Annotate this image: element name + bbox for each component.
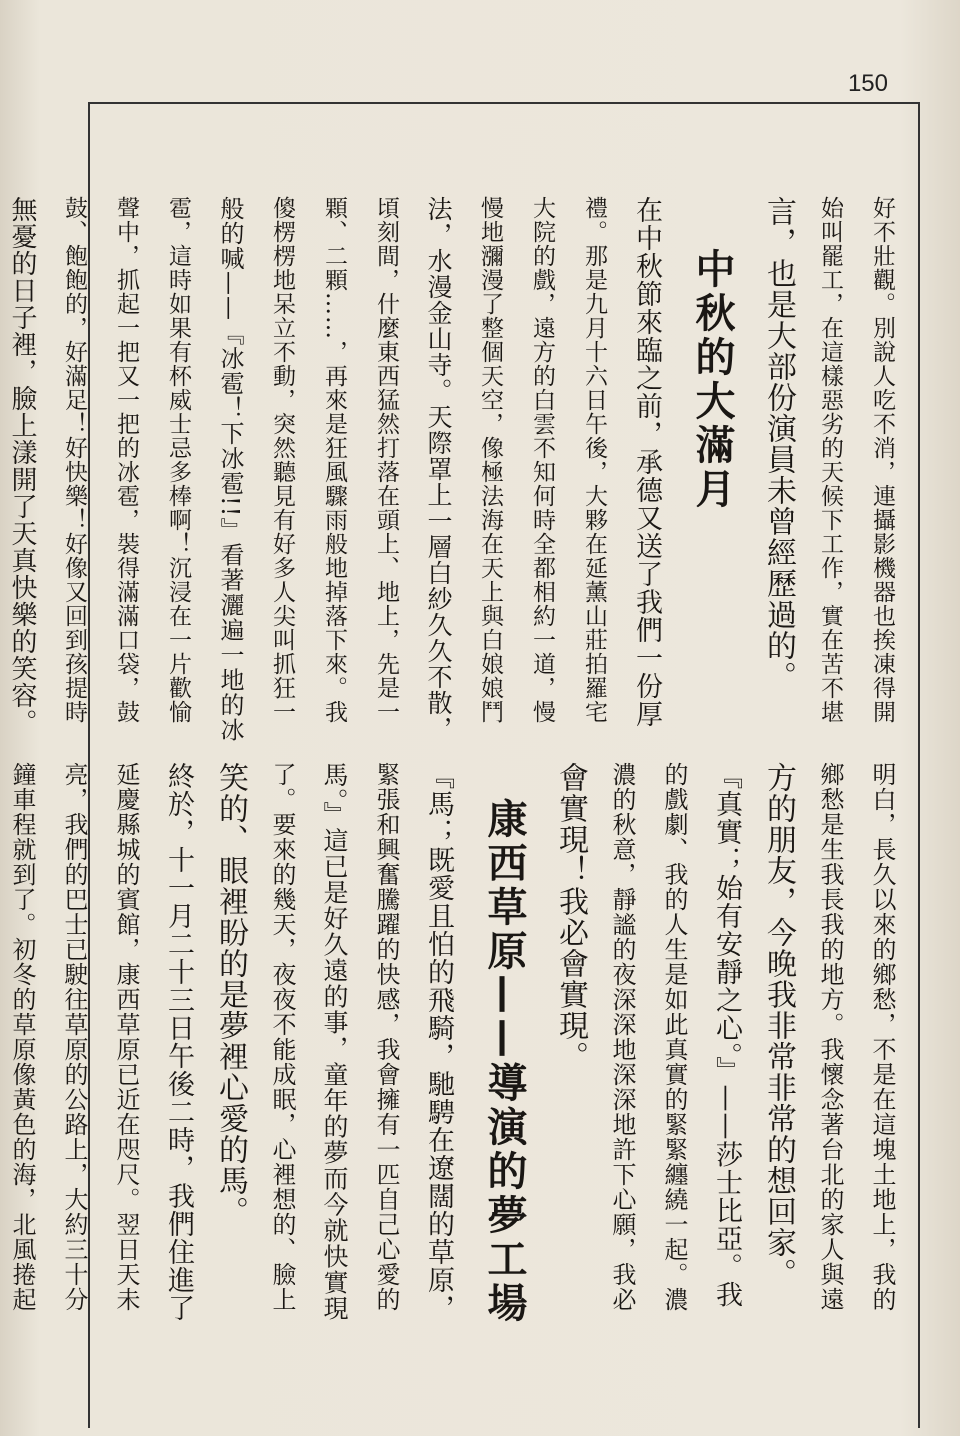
section-heading: 康西草原——導演的夢工場 xyxy=(481,798,527,1326)
text-column: 方的朋友，今晚我非常非常的想回家。 xyxy=(761,762,796,1289)
text-column: 亮，我們的巴士已駛往草原的公路上，大約三十分 xyxy=(60,762,88,1312)
text-column: 慢地瀰漫了整個天空，像極法海在天上與白娘娘鬥 xyxy=(477,196,503,724)
text-column: 言，也是大部份演員未曾經歷過的。 xyxy=(761,196,796,692)
text-column: 了。要來的幾天，夜夜不能成眠，心裡想的、臉上 xyxy=(268,762,296,1312)
text-column: 雹，這時如果有杯威士忌多棒啊！沉浸在一片歡愉 xyxy=(165,196,191,724)
text-column: 笑的、眼裡盼的是夢裡心愛的馬。 xyxy=(213,762,248,1227)
text-column: 馬。』這已是好久遠的事，童年的夢而今就快實現 xyxy=(320,762,349,1322)
text-column: 鄉愁是生我長我的地方。我懷念著台北的家人與遠 xyxy=(816,762,844,1312)
text-column: 傻楞楞地呆立不動，突然聽見有好多人尖叫抓狂一 xyxy=(269,196,295,724)
text-column: 聲中，抓起一把又一把的冰雹，裝得滿滿口袋，鼓 xyxy=(113,196,139,724)
text-column: 法，水漫金山寺。天際罩上一層白紗久久不散， xyxy=(424,196,453,742)
text-column: 的戲劇、我的人生是如此真實的緊緊纏繞一起。濃 xyxy=(660,762,688,1312)
text-column: 好不壯觀。別說人吃不消，連攝影機器也挨凍得開 xyxy=(869,196,895,724)
text-column: 濃的秋意，靜謐的夜深深地深深地許下心願，我必 xyxy=(608,762,636,1312)
bottom-section xyxy=(8,762,908,1326)
text-column: 始叫罷工，在這樣惡劣的天候下工作，實在苦不堪 xyxy=(817,196,843,724)
text-column: 大院的戲，遠方的白雲不知何時全都相約一道，慢 xyxy=(529,196,555,724)
text-column: 般的喊——『冰雹！下冰雹!!』看著灑遍一地的冰 xyxy=(216,196,244,743)
text-column: 緊張和興奮騰躍的快感，我會擁有一匹自己心愛的 xyxy=(372,762,400,1312)
top-section xyxy=(7,196,908,744)
text-column: 禮。那是九月十六日午後，大夥在延薰山莊拍羅宅 xyxy=(581,196,607,724)
text-column: 無憂的日子裡，臉上漾開了天真快樂的笑容。 xyxy=(7,196,37,736)
text-column: 鼓、飽飽的，好滿足！好快樂！好像又回到孩提時 xyxy=(61,196,87,724)
text-column: 終於，十一月二十三日午後二時，我們住進了 xyxy=(163,762,194,1322)
section-heading: 中秋的大滿月 xyxy=(689,248,735,512)
page-number: 150 xyxy=(847,70,888,97)
text-column: 會實現！我必會實現。 xyxy=(553,762,588,1072)
text-column: 頃刻間，什麼東西猛然打落在頭上、地上，先是一 xyxy=(373,196,399,724)
text-column: 鐘車程就到了。初冬的草原像黃色的海，北風捲起 xyxy=(8,762,36,1312)
text-column: 在中秋節來臨之前，承德又送了我們一份厚 xyxy=(631,196,662,728)
text-column: 明白，長久以來的鄉愁，不是在這塊土地上，我的 xyxy=(868,762,896,1312)
text-column: 延慶縣城的賓館，康西草原已近在咫尺。翌日天未 xyxy=(112,762,140,1312)
text-column: 『馬；既愛且怕的飛騎，馳騁在遼闊的草原， xyxy=(423,762,454,1322)
text-column: 顆、二顆……，再來是狂風驟雨般地掉落下來。我 xyxy=(321,196,347,724)
text-column: 『真實；始有安靜之心。』——莎士比亞。我 xyxy=(711,762,742,1309)
